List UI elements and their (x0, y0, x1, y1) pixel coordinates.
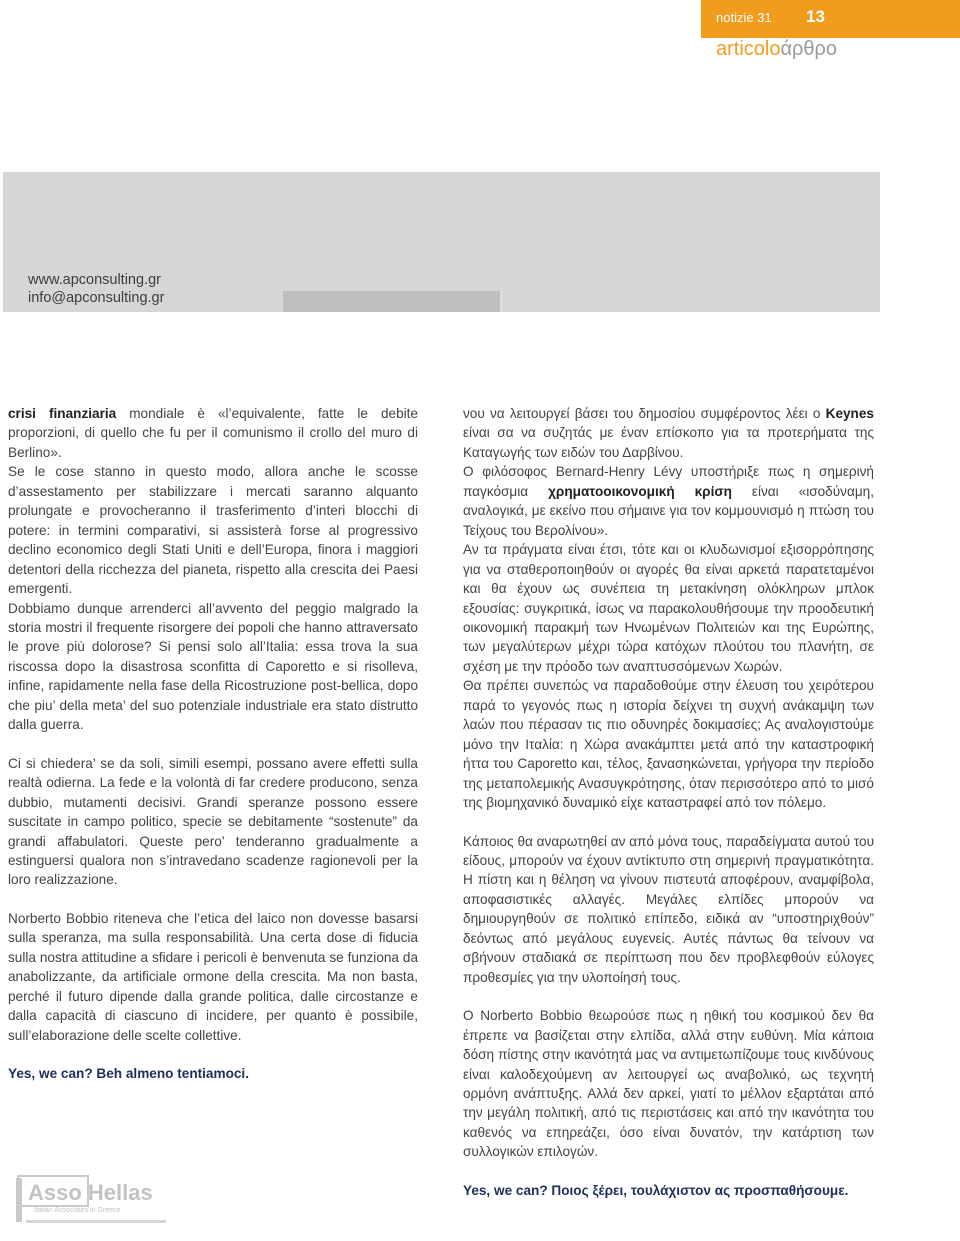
it-closing: Yes, we can? Beh almeno tentiamoci. (8, 1066, 249, 1082)
it-paragraph-3: Dobbiamo dunque arrenderci all’avvento del peggio malgrado la storia mostri il frequente risorgere dei popoli che hanno attraversato le prove più dolorose? Si pensi solo all’Italia: essa trova la sua riscossa dopo la disastrosa sconfitta di Caporetto e si risolleva, infine, rapidamente nella fase della Ricostruzione post-bellica, dopo che piu’ della meta’ del suo potenziale industriale era stato distrutto dalla guerra. (8, 600, 418, 733)
it-paragraph-1 (8, 404, 418, 462)
logo-tagline: Italian Associates in Greece (34, 1207, 121, 1214)
band-strip (500, 291, 503, 312)
el-p2-b: είναι «ισοδύναμη, αναλογικά, με εκείνο που σήμαινε για τον κομμουνισμό η πτώση του Τείχους του Βερολίνου». (463, 483, 874, 538)
el-paragraph-5: Κάποιος θα αναρωτηθεί αν από μόνα τους, παραδείγματα αυτού του είδους, μπορούν να έχουν αντίκτυπο στη σημερινή πραγματικότητα. Η πίστη και η θέληση να γίνουν πιστευτά αποφέρουν, αναμφίβολα, αποφασιστικές αλλαγές. Μεγάλες ελπίδες μπορούν να δημιουργηθούν σε πολιτικό επίπεδο, ειδικά αν “υποστηριχθούν” δεόντως από μεγάλους ευγενείς. Αυτές πάντως θα τείνουν να σβήνουν σταδιακά σε περίπτωση που δεν προβλεφθούν εύλογες προθεσμίες για την υλοποίησή τους. (463, 833, 874, 985)
el-paragraph-2 (463, 462, 874, 540)
el-keyword: χρηματοοικονομική κρίση (548, 483, 732, 499)
header-tab (701, 0, 960, 38)
logo-name: Asso Hellas (28, 1180, 153, 1205)
asso-hellas-logo (16, 1168, 176, 1234)
band-bar (283, 291, 500, 312)
el-keynes: Keynes (825, 406, 874, 421)
el-closing: Yes, we can? Ποιος ξέρει, τουλάχιστον ας προσπαθήσουμε. (463, 1182, 849, 1198)
page-number: 13 (806, 7, 825, 26)
it-p1-text: mondiale è «l’equivalente, fatte le debite proporzioni, di quello che fu per il comunismo il crollo del muro di Berlino». (8, 406, 418, 460)
section-title (716, 38, 837, 61)
el-paragraph-6: Ο Norberto Bobbio θεωρούσε πως η ηθική του κοσμικού δεν θα έπρεπε να βασίζεται στην ελπίδα, αλλά στην ευθύνη. Μία κάποια δόση πίστης στην ικανότητά μας να αντιμετωπίζουμε τους κινδύνους είναι καλοδεχούμενη αν λειτουργεί ως αναβολικό, ως τεχνητή ορμόνη ανάπτυξης. Αλλά δεν αρκεί, γιατί το μέλλον εξαρτάται από την μεγάλη πολιτική, από τις περιστάσεις και από την ικανότητα του καθενός να επηρεάζει, όσο είναι δυνατόν, την κατάρτιση των συλλογικών επιλογών. (463, 1008, 874, 1160)
website-link[interactable]: www.apconsulting.gr (28, 272, 161, 288)
it-paragraph-4: Ci si chiedera’ se da soli, simili esempi, possano avere effetti sulla realtà odierna. La fede e la volontà di far credere producono, senza dubbio, mutamenti decisivi. Grandi speranze possono essere suscitate in campo politico, specie se debitamente “sostenute” da grandi affabulatori. Queste pero’ tenderanno gradualmente a estinguersi qualora non s’intravedano scadenze ragionevoli per la loro realizzazione. (8, 755, 418, 888)
it-keyword: crisi finanziaria (8, 406, 117, 421)
el-p2-a: Ο φιλόσοφος Bernard-Henry Lévy υποστήριξε πως η σημερινή παγκόσμια (463, 464, 874, 499)
section-title-it: articolo (716, 38, 781, 60)
el-p1-a: νου να λειτουργεί βάσει του δημοσίου συμφέροντος λέει ο (463, 406, 826, 421)
it-paragraph-2: Se le cose stanno in questo modo, allora anche le scosse d’assestamento per stabilizzare i mercati saranno alquanto prolungate e provocheranno il trasferimento d’interi blocchi di potere: in termini comparativi, si assisterà forse al progressivo declino economico degli Stati Uniti e dell’Europa, finora i maggiori detentori della ricchezza del pianeta, rispetto alla crescita dei Paesi emergenti. (8, 464, 418, 597)
el-paragraph-1 (463, 404, 874, 462)
issue-label: notizie 31 (716, 10, 772, 25)
el-paragraph-4: Θα πρέπει συνεπώς να παραδοθούμε στην έλευση του χειρότερου παρά το γεγονός πως η ιστορία δείχνει τη συχνή ανάκαμψη των λαών που πέρασαν τις πιο οδυνηρές δοκιμασίες; Ας αναλογιστούμε μόνο την Ιταλία: η Χώρα ανακάμπτει μετά από την καταστροφική ήττα του Caporetto και, τέλος, ξανασηκώνεται, γρήγορα την περίοδο της μεταπολεμικής Ανασυγκρότησης, όταν περισσότερο από το μισό της βιομηχανικό δυναμικό είχε καταστραφεί από τον πόλεμο. (463, 678, 874, 811)
it-paragraph-5: Norberto Bobbio riteneva che l’etica del laico non dovesse basarsi sulla speranza, ma sulla responsabilità. Una certa dose di fiducia sulla nostra attitudine a sfidare i pericoli è benvenuta se funziona da anabolizzante, da artificiale ormone della crescita. Ma non basta, perché il futuro dipende dalla grande politica, dalle circostanze e dalla capacità di ciascuno di incidere, per quanto è possibile, sull’elaborazione delle scelte collettive. (8, 910, 418, 1043)
el-paragraph-3: Αν τα πράγματα είναι έτσι, τότε και οι κλυδωνισμοί εξισορρόπησης για να σταθεροποιηθούν οι αγορές θα είναι αρκετά παρατεταμένοι και θα έχουν ως συνέπεια τη μετακίνηση ολόκληρων μπλοκ εξουσίας: συγκριτικά, ίσως να παρακολουθήσουμε την προοδευτική οικονομική παρακμή των Ηνωμένων Πολιτειών και της Ευρώπης, των μεγαλύτερων μέχρι τώρα κατόχων πλούτου του πλανήτη, σε σχέση με την πρόοδο των αναπτυσσόμενων Χωρών. (463, 542, 874, 674)
email-link[interactable]: info@apconsulting.gr (28, 290, 165, 306)
greek-column (463, 404, 874, 1200)
el-p1-b: είναι σα να συζητάς με έναν επίσκοπο για τα προτερήματα της Καταγωγής των ειδών του Δαρβίνου. (463, 425, 874, 460)
section-title-el: άρθρο (780, 38, 838, 60)
italian-column (8, 404, 418, 1084)
